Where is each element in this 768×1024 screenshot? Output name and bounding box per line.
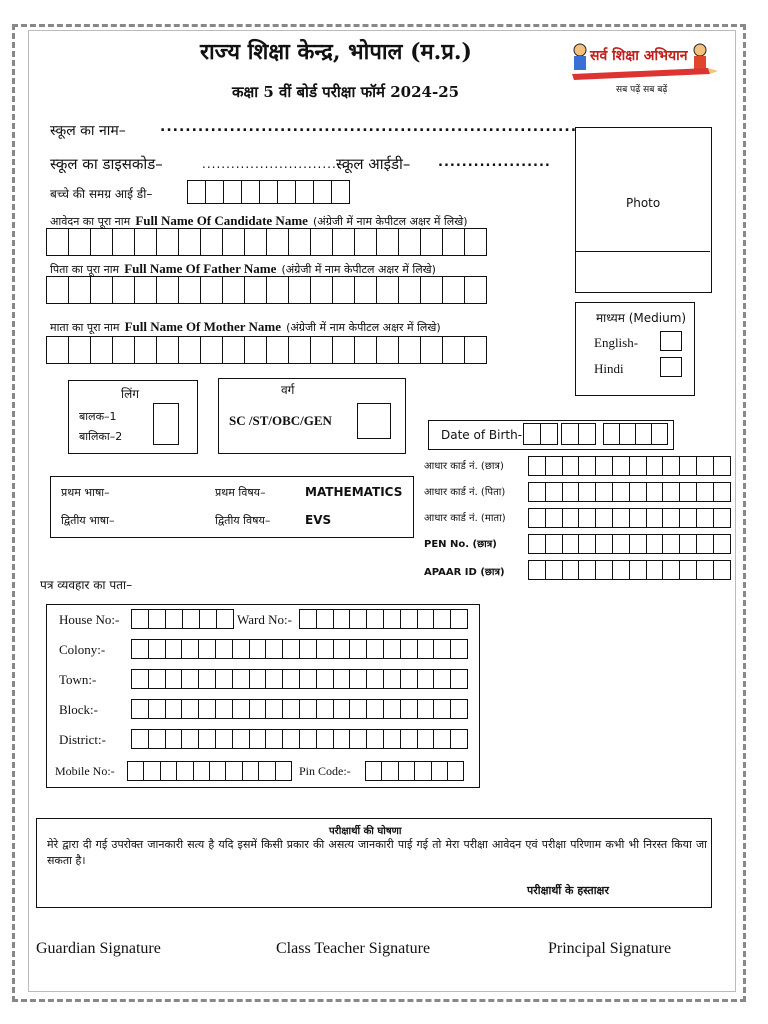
mother-name-cells[interactable] bbox=[46, 336, 487, 364]
town-cells[interactable] bbox=[131, 669, 468, 689]
second-subject-value: EVS bbox=[305, 513, 332, 527]
photo-box[interactable] bbox=[575, 127, 712, 293]
father-name-cells[interactable] bbox=[46, 276, 487, 304]
pin-code-label: Pin Code:- bbox=[299, 764, 351, 778]
dob-year-cells[interactable] bbox=[603, 423, 668, 445]
gender-checkbox[interactable] bbox=[153, 403, 179, 445]
gender-box bbox=[68, 380, 198, 454]
logo-text: सर्व शिक्षा अभियान bbox=[590, 48, 688, 64]
medium-box bbox=[575, 302, 695, 396]
dob-month-cells[interactable] bbox=[561, 423, 596, 445]
apaar-label: APAAR ID (छात्र) bbox=[424, 567, 505, 578]
medium-hindi-label: Hindi bbox=[594, 361, 624, 376]
medium-hindi-checkbox[interactable] bbox=[660, 357, 682, 377]
samagra-id-label: बच्चे की समग्र आई डी– bbox=[50, 187, 153, 201]
category-title: वर्ग bbox=[281, 383, 295, 397]
subjects-box bbox=[50, 476, 414, 538]
block-label: Block:- bbox=[59, 702, 98, 717]
pen-label: PEN No. (छात्र) bbox=[424, 539, 497, 550]
school-id-dots[interactable]: ................... bbox=[438, 155, 551, 170]
ward-no-cells[interactable] bbox=[299, 609, 468, 629]
candidate-signature-label: परीक्षार्थी के हस्ताक्षर bbox=[527, 884, 609, 897]
house-no-cells[interactable] bbox=[131, 609, 234, 629]
pin-code-cells[interactable] bbox=[365, 761, 464, 781]
candidate-note: (अंग्रेजी में नाम केपीटल अक्षर में लिखे) bbox=[313, 215, 468, 228]
dise-code-label: स्कूल का डाइसकोड– bbox=[50, 155, 163, 173]
dob-box bbox=[428, 420, 674, 450]
town-label: Town:- bbox=[59, 672, 97, 687]
dise-code-dots[interactable]: ............................... bbox=[202, 157, 352, 171]
address-box bbox=[46, 604, 480, 788]
father-note: (अंग्रेजी में नाम केपीटल अक्षर में लिखे) bbox=[281, 263, 436, 276]
gender-title: लिंग bbox=[121, 387, 140, 401]
candidate-name-cells[interactable] bbox=[46, 228, 487, 256]
school-name-label: स्कूल का नाम– bbox=[50, 123, 126, 139]
block-cells[interactable] bbox=[131, 699, 468, 719]
dob-label: Date of Birth- bbox=[441, 428, 523, 442]
category-options: SC /ST/OBC/GEN bbox=[229, 413, 332, 428]
pen-cells[interactable] bbox=[528, 534, 731, 554]
medium-english-checkbox[interactable] bbox=[660, 331, 682, 351]
first-subject-value: MATHEMATICS bbox=[305, 485, 403, 499]
apaar-cells[interactable] bbox=[528, 560, 731, 580]
mother-name-label bbox=[50, 316, 441, 335]
declaration-box bbox=[36, 818, 712, 908]
aadhaar-father-cells[interactable] bbox=[528, 482, 731, 502]
mobile-cells[interactable] bbox=[127, 761, 292, 781]
guardian-signature: Guardian Signature bbox=[36, 940, 161, 957]
mother-label-hi: माता का पूरा नाम bbox=[50, 321, 120, 334]
colony-label: Colony:- bbox=[59, 642, 106, 657]
candidate-name-label bbox=[50, 210, 468, 229]
aadhaar-mother-label: आधार कार्ड नं. (माता) bbox=[424, 513, 506, 524]
form-title: कक्षा 5 वीं बोर्ड परीक्षा फॉर्म 2024-25 bbox=[232, 83, 460, 101]
district-label: District:- bbox=[59, 732, 106, 747]
photo-divider bbox=[576, 251, 710, 252]
aadhaar-mother-cells[interactable] bbox=[528, 508, 731, 528]
district-cells[interactable] bbox=[131, 729, 468, 749]
second-subject-label: द्वितीय विषय– bbox=[215, 514, 271, 527]
aadhaar-student-cells[interactable] bbox=[528, 456, 731, 476]
org-title: राज्य शिक्षा केन्द्र, भोपाल (म.प्र.) bbox=[200, 39, 472, 65]
gender-girl: बालिका–2 bbox=[79, 430, 123, 443]
second-language-label: द्वितीय भाषा– bbox=[61, 514, 115, 527]
first-subject-label: प्रथम विषय– bbox=[215, 486, 266, 499]
principal-signature: Principal Signature bbox=[548, 940, 672, 957]
first-language-label: प्रथम भाषा– bbox=[61, 486, 110, 499]
candidate-label-en: Full Name Of Candidate Name bbox=[135, 213, 308, 228]
logo-tagline: सब पढ़ें सब बढ़ें bbox=[616, 85, 668, 95]
mother-label-en: Full Name Of Mother Name bbox=[124, 319, 282, 334]
declaration-title: परीक्षार्थी की घोषणा bbox=[329, 826, 402, 837]
medium-title: माध्यम (Medium) bbox=[596, 311, 687, 325]
dob-day-cells[interactable] bbox=[523, 423, 558, 445]
aadhaar-father-label: आधार कार्ड नं. (पिता) bbox=[424, 487, 506, 498]
medium-english-label: English- bbox=[594, 335, 639, 350]
aadhaar-student-label: आधार कार्ड नं. (छात्र) bbox=[424, 461, 504, 472]
mobile-label: Mobile No:- bbox=[55, 764, 115, 778]
samagra-id-cells[interactable] bbox=[187, 180, 350, 204]
colony-cells[interactable] bbox=[131, 639, 468, 659]
address-title: पत्र व्यवहार का पता– bbox=[40, 578, 133, 592]
father-label-hi: पिता का पूरा नाम bbox=[50, 263, 120, 276]
category-checkbox[interactable] bbox=[357, 403, 391, 439]
school-name-dots[interactable]: .................................................................. bbox=[160, 119, 578, 135]
photo-label: Photo bbox=[626, 196, 661, 210]
ward-no-label: Ward No:- bbox=[237, 612, 292, 627]
father-label-en: Full Name Of Father Name bbox=[124, 261, 277, 276]
mother-note: (अंग्रेजी में नाम केपीटल अक्षर में लिखे) bbox=[286, 321, 441, 334]
category-box bbox=[218, 378, 406, 454]
class-teacher-signature: Class Teacher Signature bbox=[276, 940, 431, 957]
father-name-label bbox=[50, 258, 436, 277]
declaration-text: मेरे द्वारा दी गई उपरोक्त जानकारी सत्य है यदि इसमें किसी प्रकार की असत्य जानकारी पाई गई तो मेरा परीक्षा आवेदन एवं परीक्षा परिणाम कभी भी निरस्त किया जा सकता है। bbox=[47, 838, 707, 867]
candidate-label-hi: आवेदन का पूरा नाम bbox=[50, 215, 131, 228]
house-no-label: House No:- bbox=[59, 612, 120, 627]
school-id-label: स्कूल आईडी– bbox=[336, 155, 411, 173]
gender-boy: बालक–1 bbox=[79, 410, 117, 423]
ssa-logo bbox=[560, 36, 720, 96]
